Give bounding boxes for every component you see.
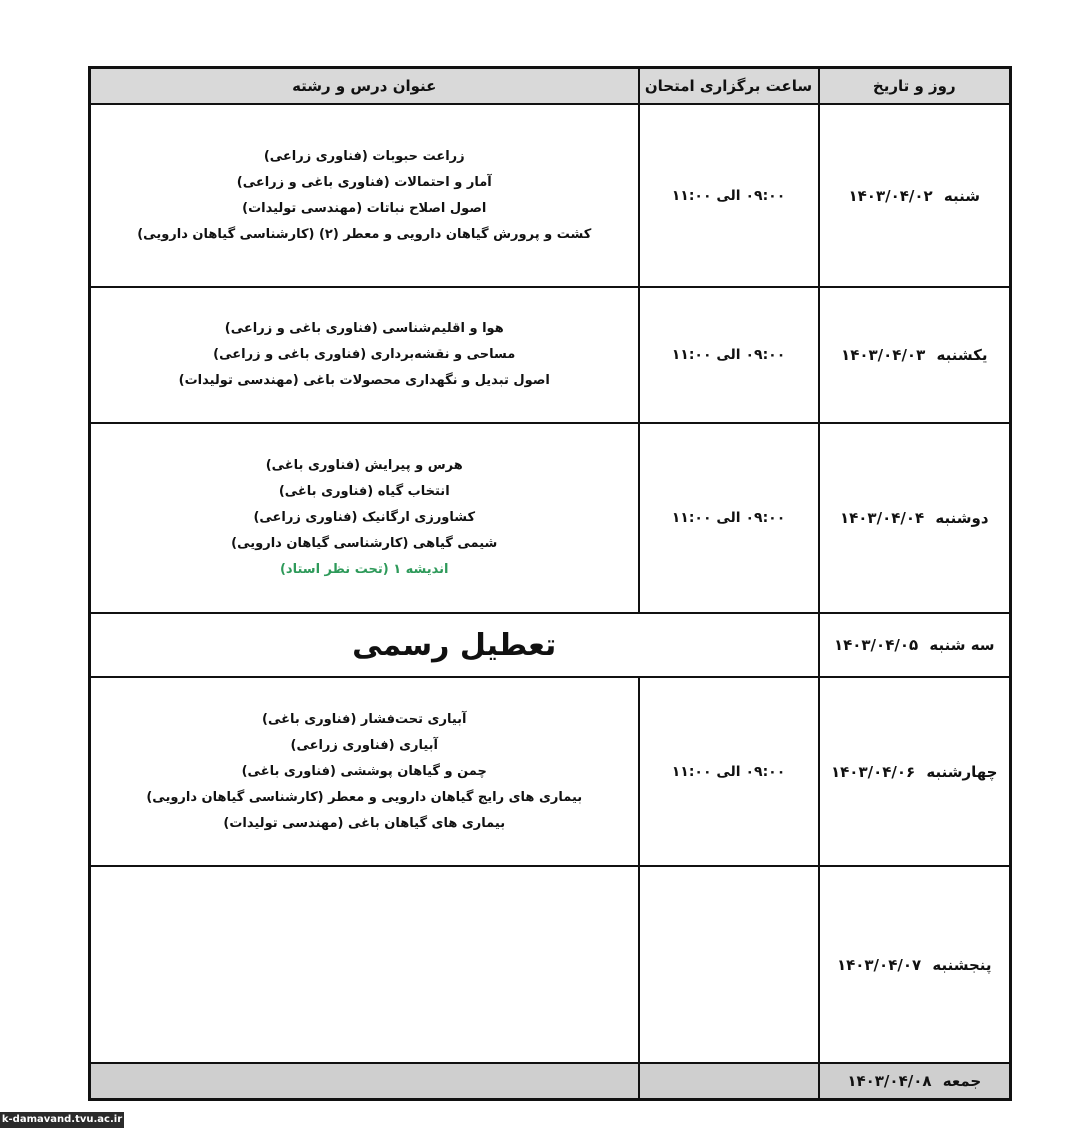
course-list [90, 104, 639, 287]
course-item: هوا و اقلیم‌شناسی (فناوری باغی و زراعی) [224, 321, 504, 336]
table-row [90, 677, 1011, 866]
site-watermark: k-damavand.tvu.ac.ir [0, 1112, 124, 1128]
exam-date: ۱۴۰۳/۰۴/۰۶ [830, 762, 916, 781]
course-item: آمار و احتمالات (فناوری باغی و زراعی) [236, 174, 492, 190]
date-cell [819, 1063, 1011, 1099]
course-list [90, 287, 639, 423]
day-name: پنجشنبه [932, 955, 992, 974]
course-list [90, 1063, 639, 1099]
header-course: عنوان درس و رشته [90, 68, 639, 105]
table-row [90, 423, 1011, 613]
course-item: آبیاری (فناوری زراعی) [290, 737, 438, 753]
course-item: انتخاب گیاه (فناوری باغی) [278, 484, 450, 499]
course-item: آبیاری تحت‌فشار (فناوری باغی) [262, 711, 467, 727]
day-name: یکشنبه [936, 346, 988, 364]
header-time: ساعت برگزاری امتحان [639, 68, 819, 105]
course-item: مساحی و نقشه‌برداری (فناوری باغی و زراعی) [213, 347, 516, 362]
course-item: چمن و گیاهان پوششی (فناوری باغی) [241, 763, 487, 779]
exam-date: ۱۴۰۳/۰۴/۰۴ [839, 509, 925, 527]
course-item: زراعت حبوبات (فناوری زراعی) [263, 148, 465, 164]
day-name: جمعه [942, 1071, 982, 1090]
exam-time: ۰۹:۰۰ الی ۱۱:۰۰ [639, 677, 819, 866]
exam-schedule-table [88, 66, 1012, 1101]
day-name: سه شنبه [929, 636, 995, 654]
course-list [90, 423, 639, 613]
course-list [90, 866, 639, 1063]
date-cell [819, 677, 1011, 866]
exam-date: ۱۴۰۳/۰۴/۰۸ [847, 1071, 932, 1090]
course-item: اصول اصلاح نباتات (مهندسی تولیدات) [242, 200, 487, 216]
day-name: چهارشنبه [926, 762, 998, 781]
table-row-friday [90, 1063, 1011, 1099]
holiday-label: تعطیل رسمی [90, 613, 819, 677]
course-item: هرس و پیرایش (فناوری باغی) [265, 458, 463, 473]
course-item: شیمی گیاهی (کارشناسی گیاهان دارویی) [231, 536, 498, 551]
day-name: شنبه [943, 186, 981, 205]
date-cell [819, 866, 1011, 1063]
date-cell [819, 104, 1011, 287]
exam-time [639, 1063, 819, 1099]
exam-time: ۰۹:۰۰ الی ۱۱:۰۰ [639, 423, 819, 613]
date-cell [819, 613, 1011, 677]
exam-date: ۱۴۰۳/۰۴/۰۵ [833, 636, 919, 654]
date-cell [819, 287, 1011, 423]
course-list [90, 677, 639, 866]
exam-date: ۱۴۰۳/۰۴/۰۳ [841, 346, 926, 364]
header-date: روز و تاریخ [819, 68, 1011, 105]
day-name: دوشنبه [935, 509, 989, 527]
table-row [90, 866, 1011, 1063]
date-cell [819, 423, 1011, 613]
course-item: بیماری های رایج گیاهان دارویی و معطر (کارشناسی گیاهان دارویی) [146, 789, 583, 805]
exam-time: ۰۹:۰۰ الی ۱۱:۰۰ [639, 287, 819, 423]
table-header-row [90, 68, 1011, 105]
exam-time: ۰۹:۰۰ الی ۱۱:۰۰ [639, 104, 819, 287]
table-row-holiday [90, 613, 1011, 677]
course-item: کشاورزی ارگانیک (فناوری زراعی) [253, 510, 476, 525]
table-row [90, 104, 1011, 287]
table-row [90, 287, 1011, 423]
course-item: بیماری های گیاهان باغی (مهندسی تولیدات) [223, 815, 506, 831]
course-item: کشت و پرورش گیاهان دارویی و معطر (۲) (کارشناسی گیاهان دارویی) [137, 226, 592, 242]
course-item: اصول تبدیل و نگهداری محصولات باغی (مهندسی تولیدات) [178, 373, 550, 388]
course-note: اندیشه ۱ (تحت نظر استاد) [279, 562, 449, 577]
exam-time [639, 866, 819, 1063]
exam-date: ۱۴۰۳/۰۴/۰۲ [848, 186, 933, 205]
exam-date: ۱۴۰۳/۰۴/۰۷ [836, 955, 922, 974]
